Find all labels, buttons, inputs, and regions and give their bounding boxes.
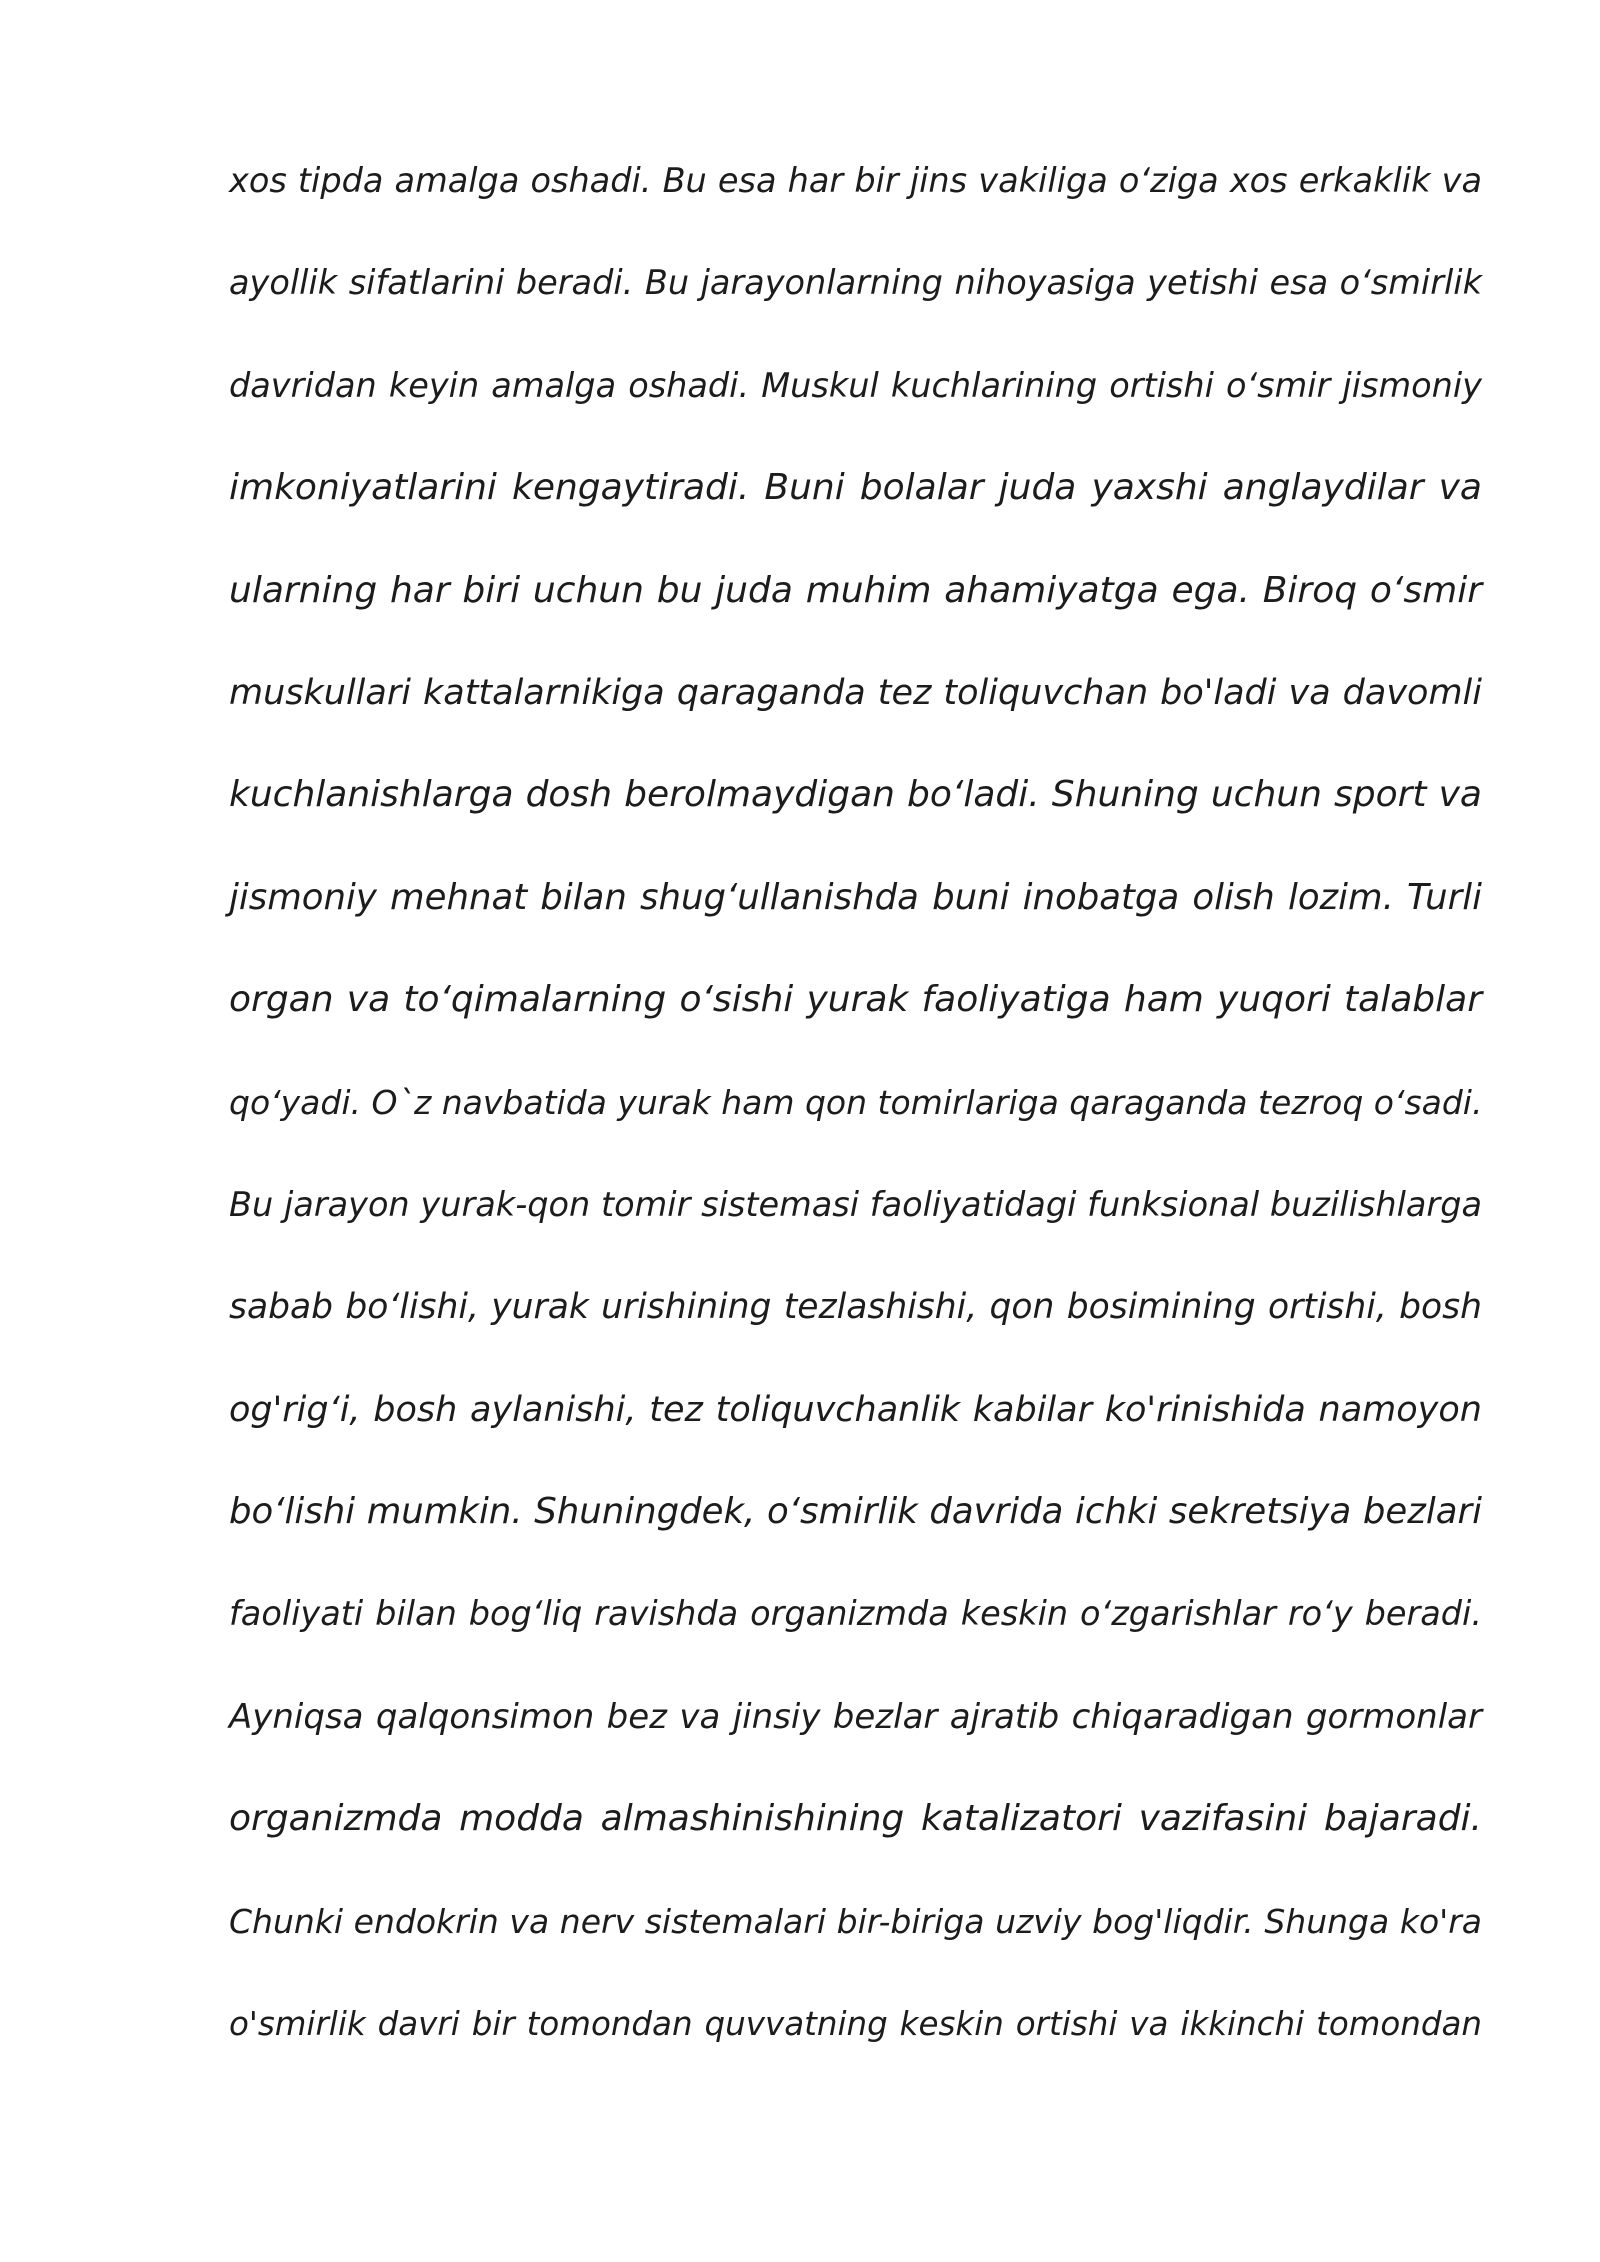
text-line: sabab bo‘lishi, yurak urishining tezlashishi, qon bosimining ortishi, bosh <box>229 1287 1482 1328</box>
text-line: ularning har biri uchun bu juda muhim ahamiyatga ega. Biroq o‘smir <box>229 569 1482 611</box>
text-line: muskullari kattalarnikiga qaraganda tez toliquvchan bo'ladi va davomli <box>229 672 1482 713</box>
text-line: organ va to‘qimalarning o‘sishi yurak faoliyatiga ham yuqori talablar <box>229 979 1482 1021</box>
text-line: faoliyati bilan bog‘liq ravishda organizmda keskin o‘zgarishlar ro‘y beradi. <box>229 1594 1482 1634</box>
text-line: xos tipda amalga oshadi. Bu esa har bir jins vakiliga o‘ziga xos erkaklik va <box>229 161 1482 200</box>
text-line: jismoniy mehnat bilan shug‘ullanishda buni inobatga olish lozim. Turli <box>229 876 1482 918</box>
text-line: bo‘lishi mumkin. Shuningdek, o‘smirlik davrida ichki sekretsiya bezlari <box>229 1491 1482 1533</box>
text-line: davridan keyin amalga oshadi. Muskul kuchlarining ortishi o‘smir jismoniy <box>229 365 1482 405</box>
text-line: organizmda modda almashinishining katalizatori vazifasini bajaradi. <box>229 1798 1482 1840</box>
body-paragraph <box>229 147 1482 2092</box>
text-line: Bu jarayon yurak-qon tomir sistemasi faoliyatidagi funksional buzilishlarga <box>229 1184 1482 1224</box>
text-line: og'rig‘i, bosh aylanishi, tez toliquvchanlik kabilar ko'rinishida namoyon <box>229 1389 1482 1430</box>
text-line: imkoniyatlarini kengaytiradi. Buni bolalar juda yaxshi anglaydilar va <box>229 467 1482 509</box>
text-line: ayollik sifatlarini beradi. Bu jarayonlarning nihoyasiga yetishi esa o‘smirlik <box>229 263 1482 303</box>
text-line: Ayniqsa qalqonsimon bez va jinsiy bezlar ajratib chiqaradigan gormonlar <box>229 1696 1482 1737</box>
text-line: o'smirlik davri bir tomondan quvvatning keskin ortishi va ikkinchi tomondan <box>229 2005 1482 2044</box>
text-line: qo‘yadi. O`z navbatida yurak ham qon tomirlariga qaraganda tezroq o‘sadi. <box>229 1082 1483 1122</box>
text-line: Chunki endokrin va nerv sistemalari bir-biriga uzviy bog'liqdir. Shunga ko'ra <box>229 1901 1482 1941</box>
text-line: kuchlanishlarga dosh berolmaydigan bo‘ladi. Shuning uchun sport va <box>229 774 1482 816</box>
